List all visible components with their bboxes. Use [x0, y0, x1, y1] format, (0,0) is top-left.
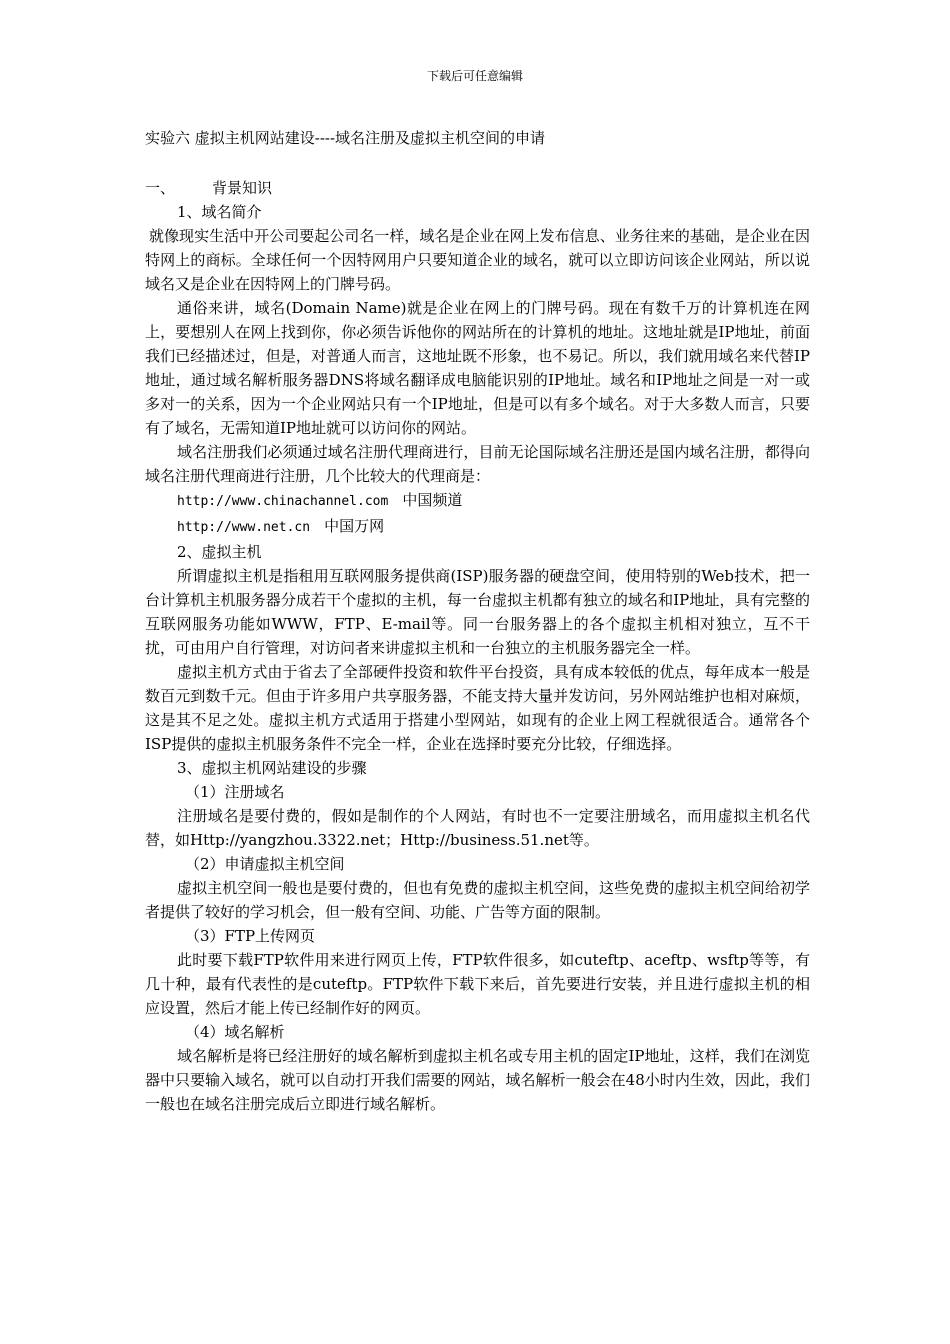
- section-number: 一、: [145, 179, 176, 197]
- section-label: 背景知识: [212, 179, 273, 197]
- step-title: （4）域名解析: [185, 1023, 285, 1041]
- section-heading: [145, 176, 810, 200]
- subsection-heading: 3、虚拟主机网站建设的步骤: [177, 759, 367, 777]
- registrar-name: 中国频道: [402, 491, 463, 509]
- registrar-url[interactable]: http://www.chinachannel.com: [177, 494, 389, 509]
- step-title: （3）FTP上传网页: [185, 927, 316, 945]
- paragraph: 虚拟主机空间一般也是要付费的，但也有免费的虚拟主机空间，这些免费的虚拟主机空间给初学者提供了较好的学习机会，但一般有空间、功能、广告等方面的限制。: [145, 879, 810, 921]
- registrar-url[interactable]: http://www.net.cn: [177, 520, 311, 535]
- document-title: 实验六 虚拟主机网站建设----域名注册及虚拟主机空间的申请: [145, 129, 546, 147]
- paragraph: 域名注册我们必须通过域名注册代理商进行，目前无论国际域名注册还是国内域名注册，都得向域名注册代理商进行注册，几个比较大的代理商是：: [145, 443, 810, 485]
- subsection-heading: 1、域名简介: [177, 203, 262, 221]
- subsection-heading: 2、虚拟主机: [177, 543, 262, 561]
- paragraph: 域名解析是将已经注册好的域名解析到虚拟主机名或专用主机的固定IP地址，这样，我们在浏览器中只要输入域名，就可以自动打开我们需要的网站，域名解析一般会在48小时内生效，因此，我们一般也在域名注册完成后立即进行域名解析。: [145, 1047, 810, 1113]
- paragraph: 就像现实生活中开公司要起公司名一样，域名是企业在网上发布信息、业务往来的基础，是企业在因特网上的商标。全球任何一个因特网用户只要知道企业的域名，就可以立即访问该企业网站，所以说域名又是企业在因特网上的门牌号码。: [145, 227, 810, 293]
- registrar-line: [145, 514, 810, 540]
- page-header: 下载后可任意编辑: [426, 69, 523, 83]
- paragraph: 所谓虚拟主机是指租用互联网服务提供商(ISP)服务器的硬盘空间，使用特别的Web技术，把一台计算机主机服务器分成若干个虚拟的主机，每一台虚拟主机都有独立的域名和IP地址，具有完整的互联网服务功能如WWW，FTP、E-mail等。同一台服务器上的各个虚拟主机相对独立，互不干扰，可由用户自行管理，对访问者来讲虚拟主机和一台独立的主机服务器完全一样。: [145, 567, 810, 657]
- paragraph: 通俗来讲，域名(Domain Name)就是企业在网上的门牌号码。现在有数千万的计算机连在网上，要想别人在网上找到你，你必须告诉他你的网站所在的计算机的地址。这地址就是IP地址，前面我们已经描述过，但是，对普通人而言，这地址既不形象，也不易记。所以，我们就用域名来代替IP地址，通过域名解析服务器DNS将域名翻译成电脑能识别的IP地址。域名和IP地址之间是一对一或多对一的关系，因为一个企业网站只有一个IP地址，但是可以有多个域名。对于大多数人而言，只要有了域名，无需知道IP地址就可以访问你的网站。: [145, 299, 810, 437]
- paragraph: 注册域名是要付费的，假如是制作的个人网站，有时也不一定要注册域名，而用虚拟主机名代替，如Http://yangzhou.3322.net；Http://business.51.net等。: [145, 807, 810, 849]
- registrar-line: [145, 488, 810, 514]
- step-title: （1）注册域名: [185, 783, 285, 801]
- paragraph: 虚拟主机方式由于省去了全部硬件投资和软件平台投资，具有成本较低的优点，每年成本一般是数百元到数千元。但由于许多用户共享服务器，不能支持大量并发访问，另外网站维护也相对麻烦，这是其不足之处。虚拟主机方式适用于搭建小型网站，如现有的企业上网工程就很适合。通常各个ISP提供的虚拟主机服务条件不完全一样，企业在选择时要充分比较，仔细选择。: [145, 663, 810, 753]
- registrar-name: 中国万网: [324, 517, 385, 535]
- document-body: [145, 176, 810, 1116]
- step-title: （2）申请虚拟主机空间: [185, 855, 345, 873]
- paragraph: 此时要下载FTP软件用来进行网页上传，FTP软件很多，如cuteftp、aceftp、wsftp等等，有几十种，最有代表性的是cuteftp。FTP软件下载下来后，首先要进行安装，并且进行虚拟主机的相应设置，然后才能上传已经制作好的网页。: [145, 951, 810, 1017]
